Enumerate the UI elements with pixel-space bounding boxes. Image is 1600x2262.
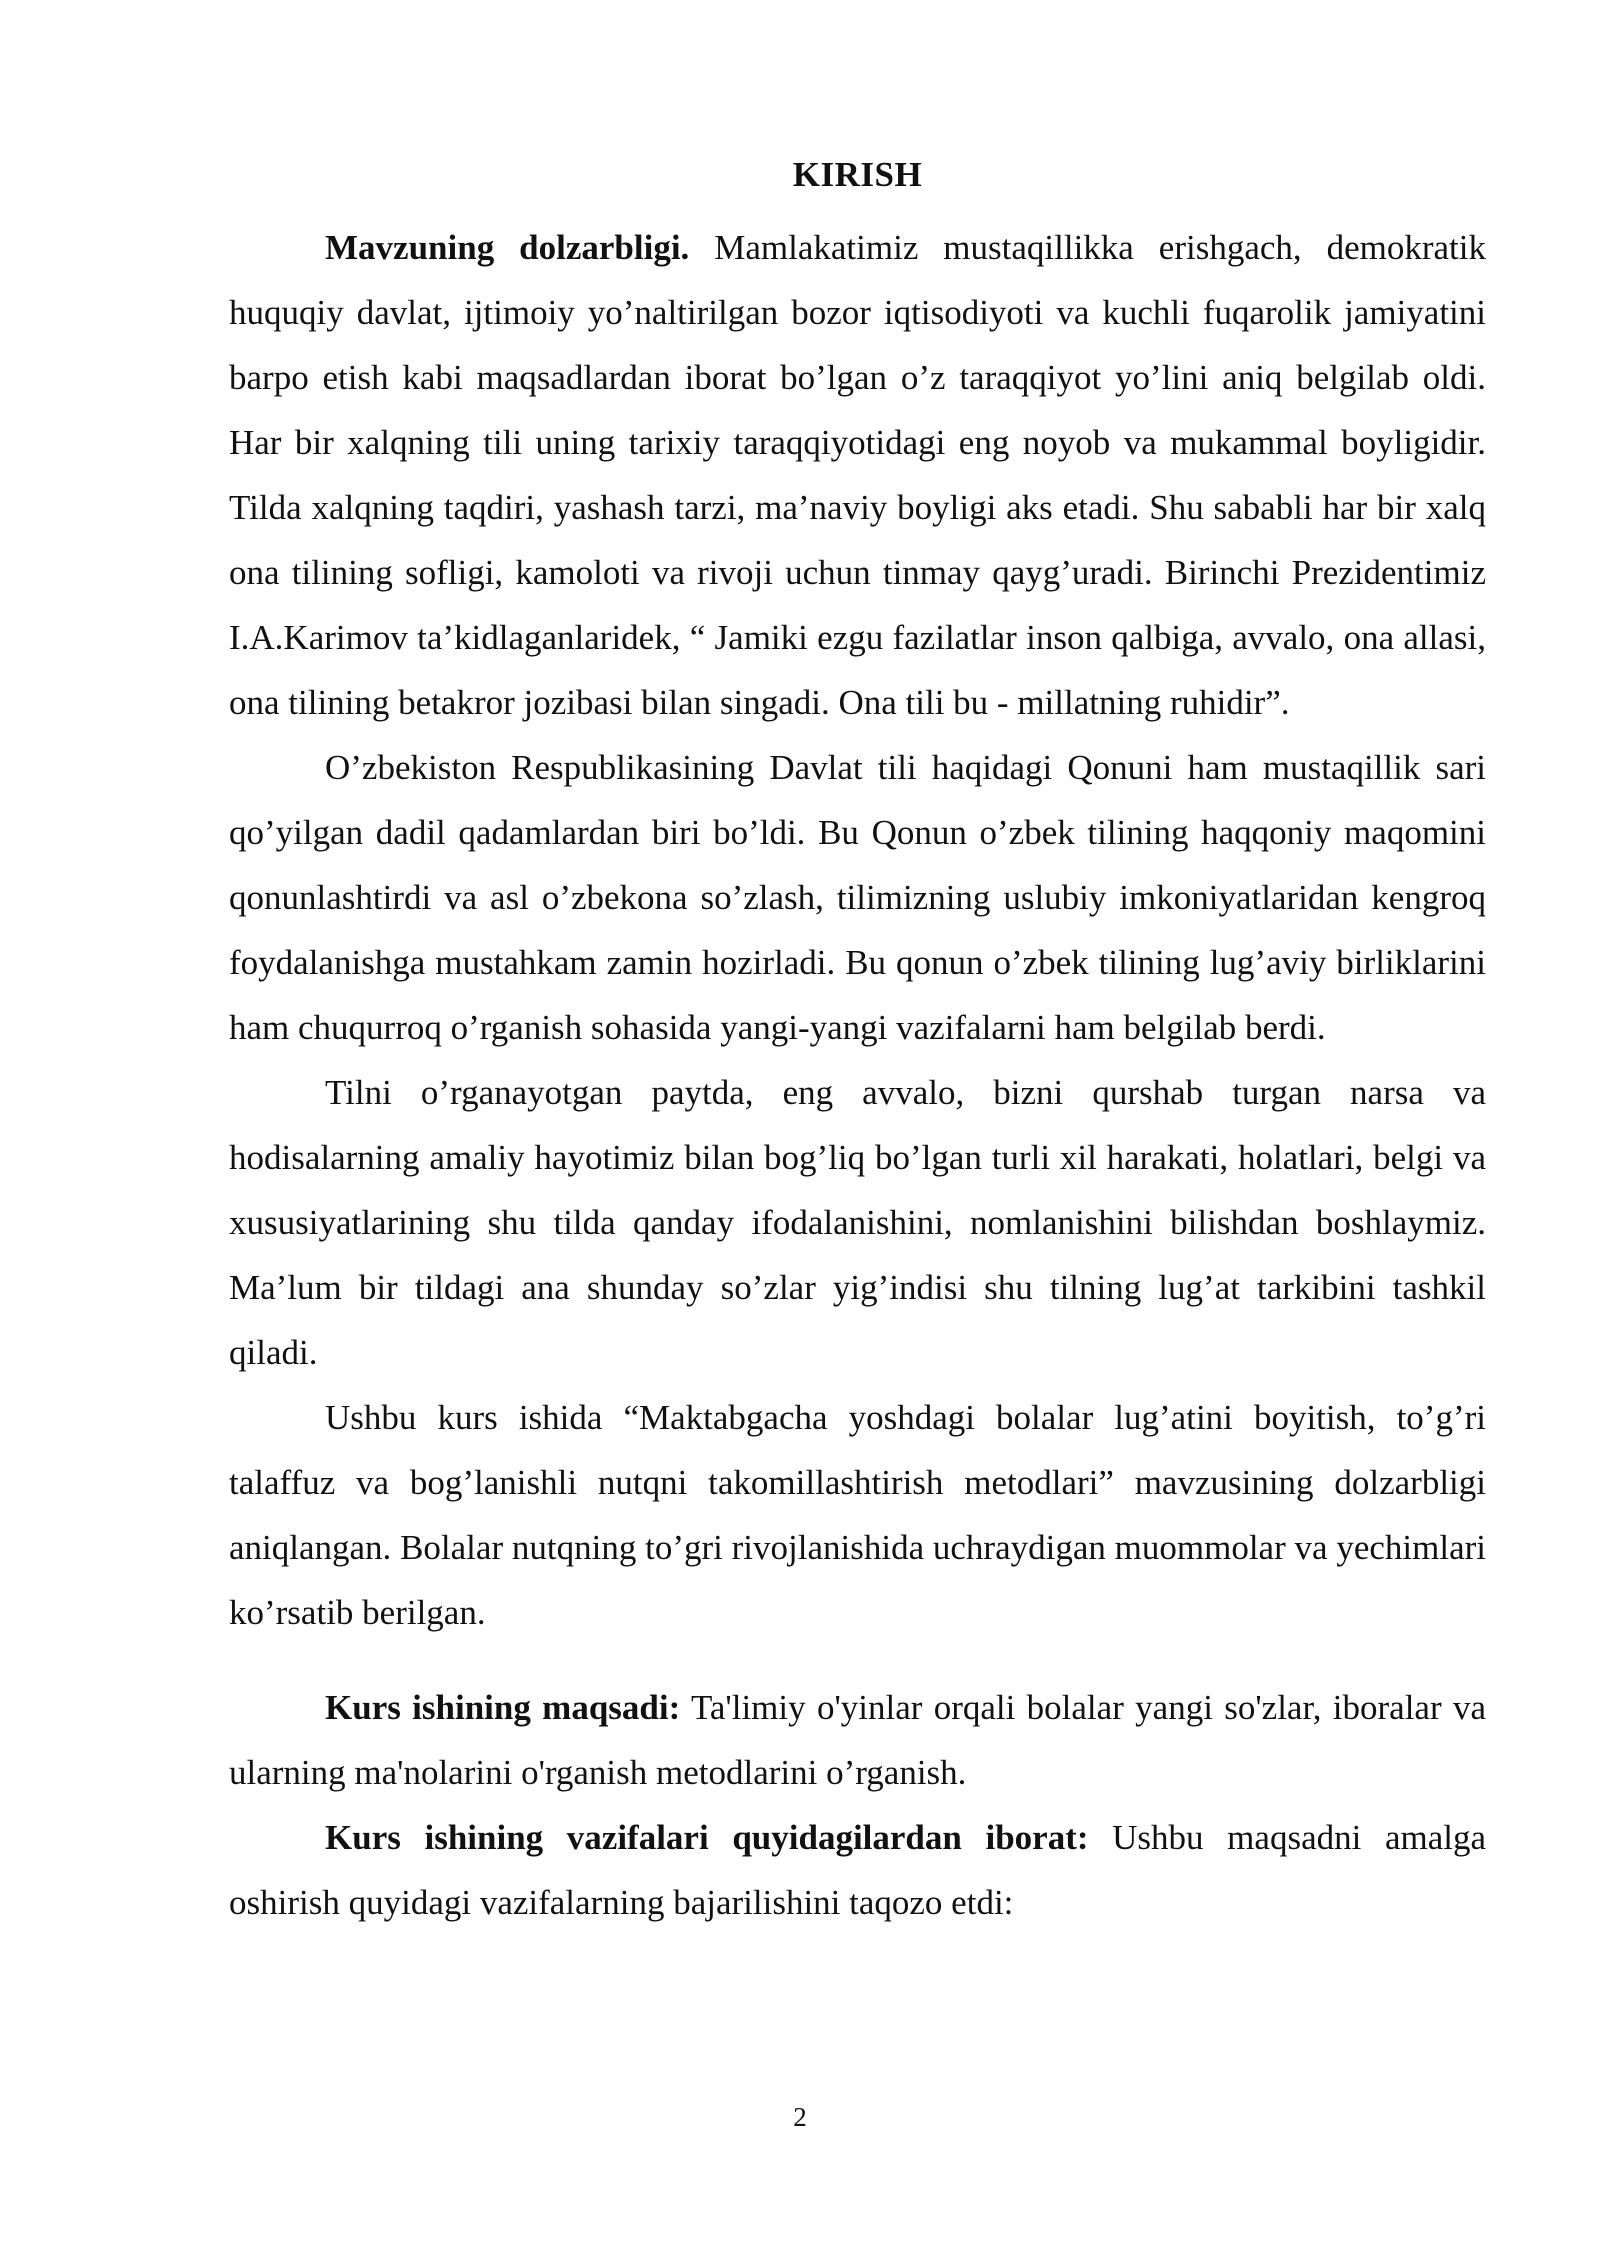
paragraph-text: Ta'limiy o'yinlar orqali bolalar yangi so'zlar, iboralar va ularning ma'nolarini o'rganish metodlarini o’rganish. bbox=[229, 1688, 1486, 1792]
paragraph-state-language-law bbox=[229, 735, 1486, 1060]
paragraph-text: Ushbu maqsadni amalga oshirish quyidagi vazifalarning bajarilishini taqozo etdi: bbox=[229, 1818, 1487, 1922]
paragraph-text: Mamlakatimiz mustaqillikka erishgach, demokratik huquqiy davlat, ijtimoiy yo’naltirilgan bozor iqtisodiyoti va kuchli fuqarolik jamiyatini barpo etish kabi maqsadlardan iborat bo’lgan o’z taraqqiyot yo’lini aniq belgilab oldi. Har bir xalqning tili uning tarixiy taraqqiyotidagi eng noyob va mukammal boyligidir. Tilda xalqning taqdiri, yashash tarzi, ma’naviy boyligi aks etadi. Shu sababli har bir xalq ona tilining sofligi, kamoloti va rivoji uchun tinmay qayg’uradi. Birinchi Prezidentimiz I.A.Karimov ta’kidlaganlaridek, “ Jamiki ezgu fazilatlar inson qalbiga, avvalo, ona allasi, ona tilining betakror jozibasi bilan singadi. Ona tili bu - millatning ruhidir”. bbox=[229, 228, 1486, 722]
section-title: KIRISH bbox=[792, 155, 923, 194]
paragraph-lead: Kurs ishining vazifalari quyidagilardan iborat: bbox=[325, 1818, 1089, 1857]
paragraph-text: Tilni o’rganayotgan paytda, eng avvalo, bizni qurshab turgan narsa va hodisalarning amaliy hayotimiz bilan bog’liq bo’lgan turli xil harakati, holatlari, belgi va xususiyatlarining shu tilda qanday ifodalanishini, nomlanishini bilishdan boshlaymiz. Ma’lum bir tildagi ana shunday so’zlar yig’indisi shu tilning lug’at tarkibini tashkil qiladi. bbox=[229, 1073, 1486, 1372]
paragraph-tasks bbox=[229, 1805, 1486, 1935]
page-number: 2 bbox=[793, 2102, 807, 2132]
paragraph-course-work bbox=[229, 1385, 1486, 1645]
paragraph-text: O’zbekiston Respublikasining Davlat tili haqidagi Qonuni ham mustaqillik sari qo’yilgan dadil qadamlardan biri bo’ldi. Bu Qonun o’zbek tilining haqqoniy maqomini qonunlashtirdi va asl o’zbekona so’zlash, tilimizning uslubiy imkoniyatlaridan kengroq foydalanishga mustahkam zamin hozirladi. Bu qonun o’zbek tilining lug’aviy birliklarini ham chuqurroq o’rganish sohasida yangi-yangi vazifalarni ham belgilab berdi. bbox=[229, 748, 1486, 1047]
paragraph-relevance bbox=[229, 215, 1486, 735]
paragraph-text: Ushbu kurs ishida “Maktabgacha yoshdagi bolalar lug’atini boyitish, to’g’ri talaffuz va bog’lanishli nutqni takomillashtirish metodlari” mavzusining dolzarbligi aniqlangan. Bolalar nutqning to’gri rivojlanishida uchraydigan muommolar va yechimlari ko’rsatib berilgan. bbox=[229, 1398, 1486, 1632]
document-page bbox=[229, 150, 1486, 1935]
paragraph-lead: Kurs ishining maqsadi: bbox=[325, 1688, 681, 1727]
paragraph-goal bbox=[229, 1675, 1486, 1805]
paragraph-lead: Mavzuning dolzarbligi. bbox=[325, 228, 690, 267]
paragraph-learning-language bbox=[229, 1060, 1486, 1385]
